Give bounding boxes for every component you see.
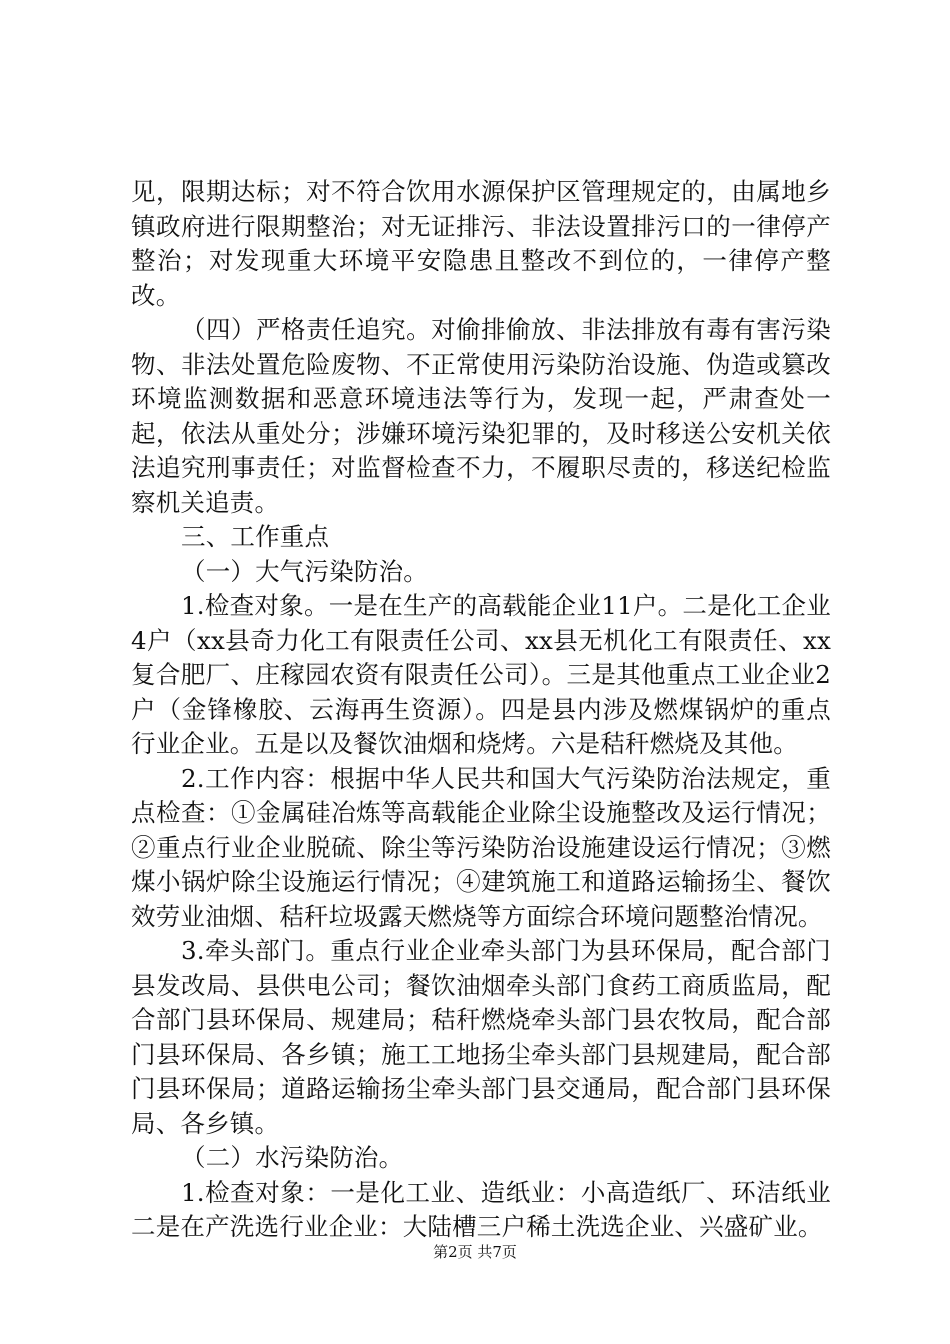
paragraph-water-inspection-targets: 1.检查对象：一是化工业、造纸业：小高造纸厂、环洁纸业二是在产洗选行业企业：大陆槽三户稀土洗选企业、兴盛矿业。 bbox=[131, 1177, 831, 1241]
paragraph-inspection-targets: 1.检查对象。一是在生产的高载能企业11户。二是化工企业4户（xx县奇力化工有限责任公司、xx县无机化工有限责任、xx复合肥厂、庄稼园农资有限责任公司）。三是其他重点工业企业2户（金锋橡胶、云海再生资源）。四是县内涉及燃煤锅炉的重点行业企业。五是以及餐饮油烟和烧烤。六是秸秆燃烧及其他。 bbox=[131, 591, 831, 758]
paragraph-lead-departments: 3.牵头部门。重点行业企业牵头部门为县环保局，配合部门县发改局、县供电公司；餐饮油烟牵头部门食药工商质监局，配合部门县环保局、规建局；秸秆燃烧牵头部门县农牧局，配合部门县环保局、各乡镇；施工工地扬尘牵头部门县规建局，配合部门县环保局；道路运输扬尘牵头部门县交通局，配合部门县环保局、各乡镇。 bbox=[131, 936, 831, 1138]
subsection-heading-air-pollution: （一）大气污染防治。 bbox=[181, 556, 428, 586]
paragraph-work-content: 2.工作内容：根据中华人民共和国大气污染防治法规定，重点检查：①金属硅冶炼等高载能企业除尘设施整改及运行情况；②重点行业企业脱硫、除尘等污染防治设施建设运行情况；③燃煤小锅炉除尘设施运行情况；④建筑施工和道路运输扬尘、餐饮效劳业油烟、秸秆垃圾露天燃烧等方面综合环境问题整治情况。 bbox=[131, 763, 831, 931]
paragraph-accountability: （四）严格责任追究。对偷排偷放、非法排放有毒有害污染物、非法处置危险废物、不正常使用污染防治设施、伪造或篡改环境监测数据和恶意环境违法等行为，发现一起，严肃查处一起，依法从重处分；涉嫌环境污染犯罪的，及时移送公安机关依法追究刑事责任；对监督检查不力，不履职尽责的，移送纪检监察机关追责。 bbox=[131, 315, 831, 517]
paragraph-continuation: 见，限期达标；对不符合饮用水源保护区管理规定的，由属地乡镇政府进行限期整治；对无证排污、非法设置排污口的一律停产整治；对发现重大环境平安隐患且整改不到位的，一律停产整改。 bbox=[131, 177, 831, 310]
document-body bbox=[131, 175, 831, 1245]
section-heading-work-focus: 三、工作重点 bbox=[181, 522, 330, 551]
page-number-footer: 第2页 共7页 bbox=[433, 1243, 517, 1261]
subsection-heading-water-pollution: （二）水污染防治。 bbox=[181, 1143, 404, 1172]
